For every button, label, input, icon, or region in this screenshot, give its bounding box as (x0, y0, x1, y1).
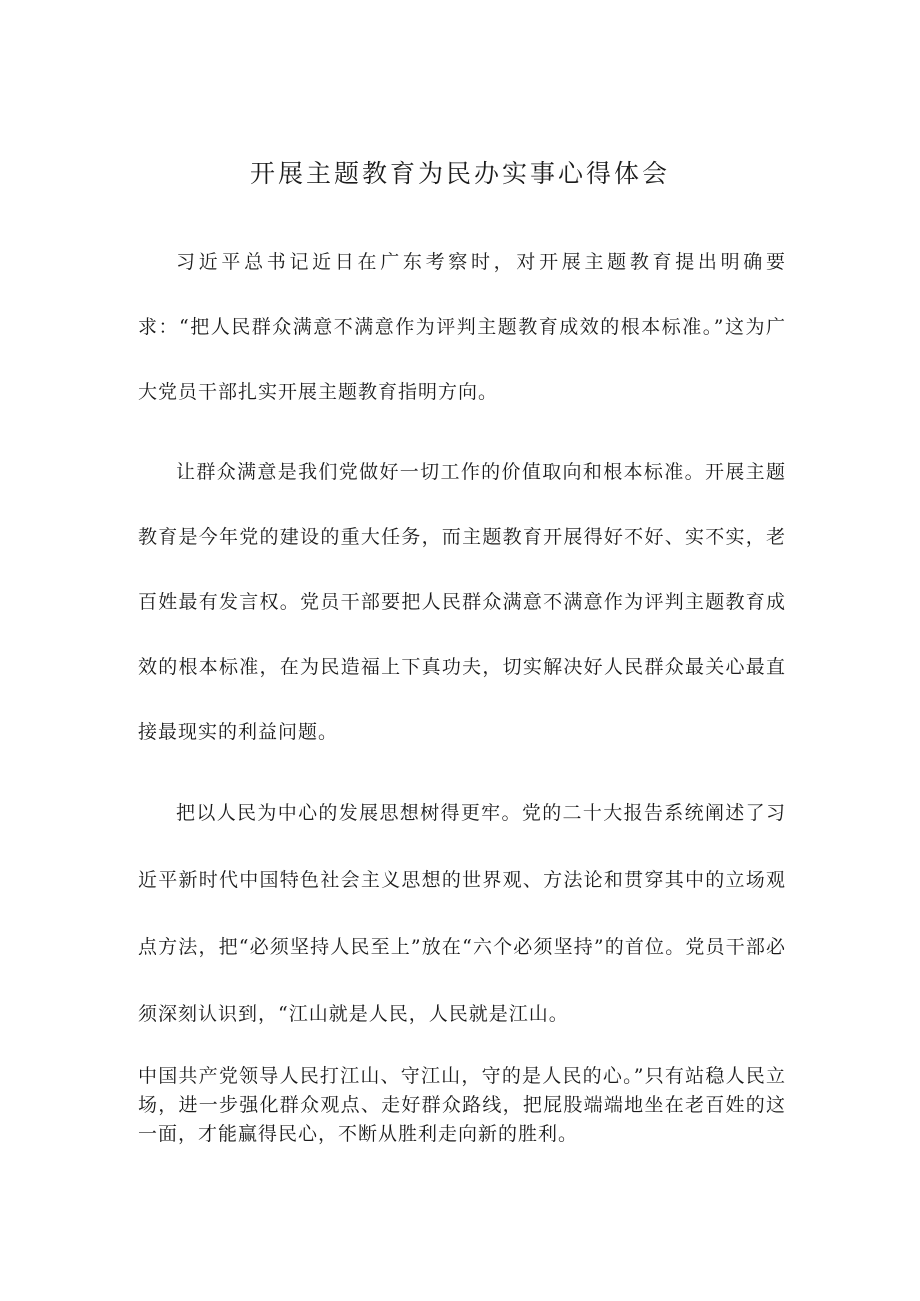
paragraph-1: 习近平总书记近日在广东考察时，对开展主题教育提出明确要求：“把人民群众满意不满意作为评判主题教育成效的根本标准。”这为广大党员干部扎实开展主题教育指明方向。 (138, 251, 786, 403)
document-title: 开展主题教育为民办实事心得体会 (249, 159, 670, 188)
paragraph-3: 把以人民为中心的发展思想树得更牢。党的二十大报告系统阐述了习近平新时代中国特色社会主义思想的世界观、方法论和贯穿其中的立场观点方法，把“必须坚持人民至上”放在“六个必须坚持”的首位。党员干部必须深刻认识到，“江山就是人民，人民就是江山。 (138, 802, 786, 1025)
paragraph-4: 中国共产党领导人民打江山、守江山，守的是人民的心。”只有站稳人民立场，进一步强化群众观点、走好群众路线，把屁股端端地坐在老百姓的这一面，才能赢得民心，不断从胜利走向新的胜利。 (138, 1065, 786, 1145)
paragraph-2: 让群众满意是我们党做好一切工作的价值取向和根本标准。开展主题教育是今年党的建设的重大任务，而主题教育开展得好不好、实不实，老百姓最有发言权。党员干部要把人民群众满意不满意作为评判主题教育成效的根本标准，在为民造福上下真功夫，切实解决好人民群众最关心最直接最现实的利益问题。 (138, 461, 786, 743)
